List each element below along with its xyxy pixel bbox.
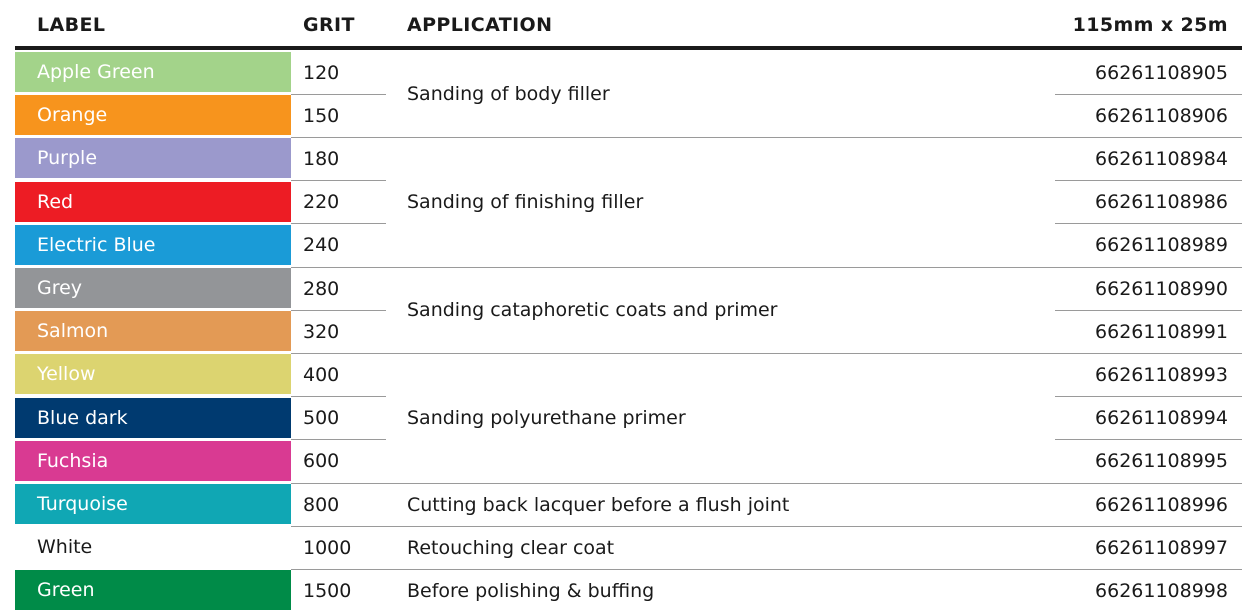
- header-grit: GRIT: [303, 14, 355, 36]
- label-cell: Yellow: [15, 354, 291, 394]
- grit-cell: 1500: [303, 579, 352, 602]
- grit-cell: 320: [303, 320, 340, 343]
- grit-cell: 600: [303, 450, 340, 473]
- label-cell: Electric Blue: [15, 225, 291, 265]
- label-cell: Red: [15, 182, 291, 222]
- header-label: LABEL: [37, 14, 106, 36]
- code-cell: 66261108997: [1095, 536, 1228, 559]
- code-cell: 66261108906: [1095, 104, 1228, 127]
- label-cell: White: [15, 527, 291, 567]
- grit-cell: 800: [303, 493, 340, 516]
- label-cell: Apple Green: [15, 52, 291, 92]
- code-cell: 66261108990: [1095, 277, 1228, 300]
- code-cell: 66261108905: [1095, 61, 1228, 84]
- code-cell: 66261108986: [1095, 191, 1228, 214]
- label-cell: Turquoise: [15, 484, 291, 524]
- grit-cell: 280: [303, 277, 340, 300]
- label-cell: Salmon: [15, 311, 291, 351]
- label-cell: Green: [15, 570, 291, 610]
- grit-cell: 1000: [303, 536, 352, 559]
- abrasive-grit-table: [15, 0, 1242, 616]
- application-cell: Sanding polyurethane primer: [407, 407, 686, 430]
- code-cell: 66261108993: [1095, 363, 1228, 386]
- table-header: [15, 0, 1242, 50]
- application-cell: Sanding cataphoretic coats and primer: [407, 299, 778, 322]
- grit-cell: 220: [303, 191, 340, 214]
- grit-cell: 180: [303, 147, 340, 170]
- application-cell: Sanding of finishing filler: [407, 191, 644, 214]
- grit-cell: 500: [303, 407, 340, 430]
- code-cell: 66261108989: [1095, 234, 1228, 257]
- grit-cell: 240: [303, 234, 340, 257]
- label-cell: Orange: [15, 95, 291, 135]
- code-cell: 66261108991: [1095, 320, 1228, 343]
- code-cell: 66261108995: [1095, 450, 1228, 473]
- label-cell: Purple: [15, 138, 291, 178]
- code-cell: 66261108984: [1095, 147, 1228, 170]
- header-size: 115mm x 25m: [1072, 14, 1228, 36]
- grit-cell: 400: [303, 363, 340, 386]
- grit-cell: 150: [303, 104, 340, 127]
- application-cell: Cutting back lacquer before a flush joint: [407, 493, 790, 516]
- code-cell: 66261108998: [1095, 579, 1228, 602]
- code-cell: 66261108994: [1095, 407, 1228, 430]
- application-cell: Retouching clear coat: [407, 536, 615, 559]
- label-cell: Fuchsia: [15, 441, 291, 481]
- application-cell: Sanding of body filler: [407, 83, 610, 106]
- label-cell: Grey: [15, 268, 291, 308]
- grit-cell: 120: [303, 61, 340, 84]
- application-cell: Before polishing & buffing: [407, 579, 655, 602]
- header-application: APPLICATION: [407, 14, 553, 36]
- code-cell: 66261108996: [1095, 493, 1228, 516]
- label-cell: Blue dark: [15, 398, 291, 438]
